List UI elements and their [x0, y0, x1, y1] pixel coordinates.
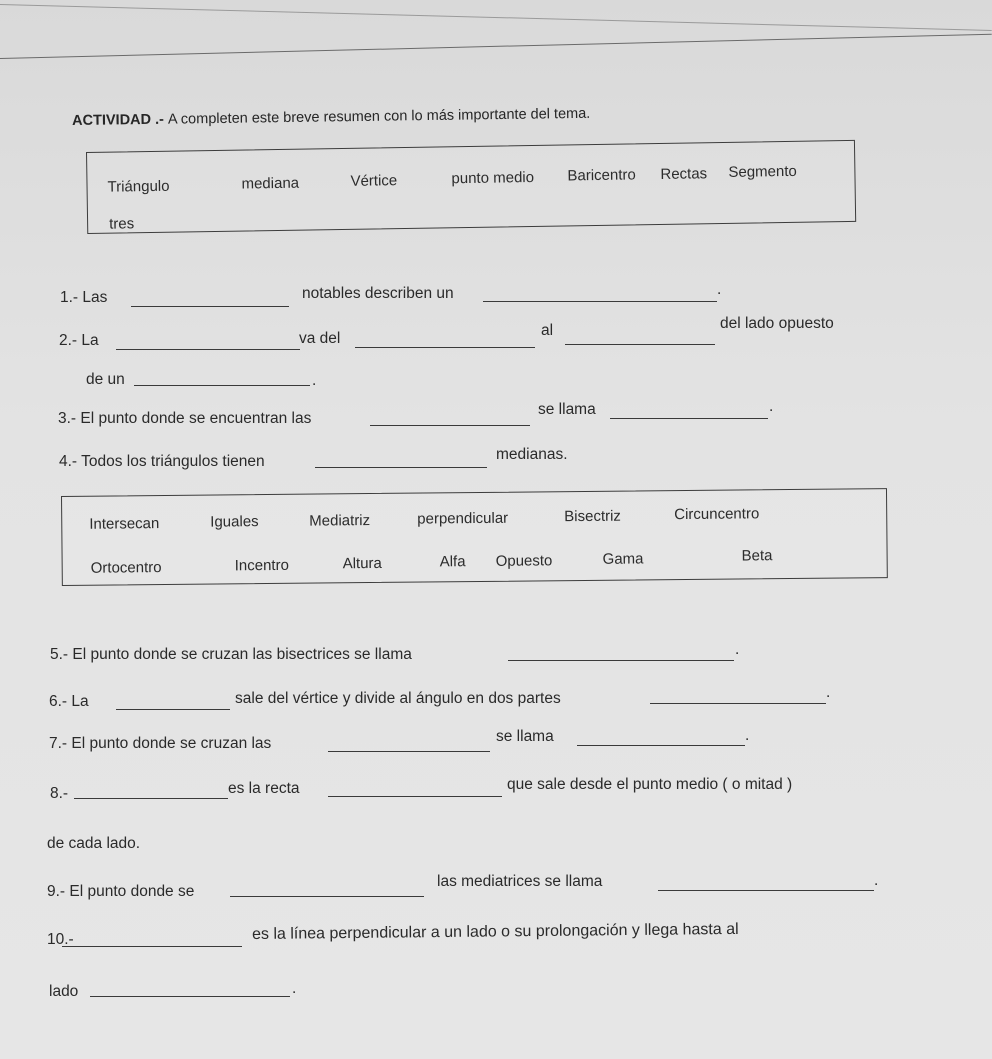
- answer-blank[interactable]: [650, 703, 826, 704]
- question-10-end: .: [292, 980, 297, 997]
- activity-heading: [72, 106, 590, 129]
- question-2-label: 2.- La: [59, 332, 99, 349]
- answer-blank[interactable]: [230, 896, 424, 897]
- paper-fold-line-top: [0, 4, 992, 31]
- question-7-end: .: [745, 727, 750, 744]
- question-6-text: sale del vértice y divide al ángulo en dos partes: [235, 690, 561, 707]
- answer-blank[interactable]: [134, 385, 310, 386]
- word-bank-1-item: Segmento: [728, 162, 797, 181]
- question-8-label: 8.-: [50, 785, 69, 802]
- word-bank-2-item: Circuncentro: [674, 505, 760, 524]
- answer-blank[interactable]: [328, 751, 490, 752]
- word-bank-1-item: tres: [109, 215, 135, 233]
- question-4-end: medianas.: [496, 446, 568, 463]
- question-9-text: las mediatrices se llama: [437, 873, 603, 890]
- question-3-end: .: [769, 398, 774, 415]
- answer-blank[interactable]: [658, 890, 874, 891]
- word-bank-2-item: Ortocentro: [90, 559, 162, 577]
- word-bank-1-item: mediana: [241, 174, 300, 193]
- word-bank-2-item: Gama: [602, 550, 644, 568]
- answer-blank[interactable]: [74, 798, 228, 799]
- question-10-text: es la línea perpendicular a un lado o su prolongación y llega hasta al: [252, 920, 739, 943]
- question-9-label: 9.- El punto donde se: [47, 883, 195, 900]
- word-bank-1: [86, 140, 856, 234]
- answer-blank[interactable]: [483, 301, 717, 302]
- question-2-end: .: [312, 372, 317, 389]
- question-3-text: se llama: [538, 401, 596, 418]
- question-1-label: 1.- Las: [60, 289, 108, 306]
- word-bank-2-item: Incentro: [234, 556, 289, 575]
- answer-blank[interactable]: [508, 660, 734, 661]
- question-2-text: del lado opuesto: [720, 315, 834, 332]
- question-8-text: es la recta: [228, 780, 300, 797]
- word-bank-2-item: Alfa: [439, 553, 466, 571]
- word-bank-1-item: Baricentro: [567, 166, 636, 185]
- word-bank-2-item: Altura: [342, 554, 382, 573]
- word-bank-2: [61, 488, 888, 586]
- answer-blank[interactable]: [370, 425, 530, 426]
- answer-blank[interactable]: [577, 745, 745, 746]
- word-bank-2-item: Beta: [741, 547, 773, 565]
- answer-blank[interactable]: [315, 467, 487, 468]
- answer-blank[interactable]: [116, 709, 230, 710]
- question-2-continuation: de un: [86, 371, 125, 388]
- word-bank-2-item: Bisectriz: [564, 507, 621, 526]
- question-7-text: se llama: [496, 728, 554, 745]
- word-bank-1-item: Rectas: [660, 165, 708, 183]
- answer-blank[interactable]: [131, 306, 289, 307]
- question-5-text: 5.- El punto donde se cruzan las bisectrices se llama: [50, 646, 412, 663]
- question-4-label: 4.- Todos los triángulos tienen: [59, 453, 265, 470]
- answer-blank[interactable]: [565, 344, 715, 345]
- question-9-end: .: [874, 872, 879, 889]
- question-8-text: que sale desde el punto medio ( o mitad ): [507, 776, 793, 793]
- answer-blank[interactable]: [62, 946, 242, 947]
- question-7-label: 7.- El punto donde se cruzan las: [49, 735, 272, 752]
- question-3-label: 3.- El punto donde se encuentran las: [58, 410, 312, 427]
- answer-blank[interactable]: [355, 347, 535, 348]
- answer-blank[interactable]: [610, 418, 768, 419]
- answer-blank[interactable]: [328, 796, 502, 797]
- question-1-end: .: [717, 281, 722, 298]
- word-bank-2-item: Iguales: [210, 513, 259, 531]
- word-bank-2-item: Mediatriz: [309, 512, 371, 530]
- question-2-text: va del: [299, 330, 341, 347]
- activity-label: ACTIVIDAD .-: [72, 111, 165, 129]
- word-bank-1-item: Vértice: [350, 172, 398, 190]
- question-6-end: .: [826, 684, 831, 701]
- paper-fold-line: [0, 34, 992, 59]
- word-bank-2-item: perpendicular: [417, 509, 509, 528]
- word-bank-2-item: Intersecan: [89, 515, 160, 533]
- activity-instruction: A completen este breve resumen con lo más importante del tema.: [167, 105, 591, 128]
- question-8-continuation: de cada lado.: [47, 835, 141, 852]
- answer-blank[interactable]: [90, 996, 290, 997]
- question-2-text: al: [541, 322, 554, 339]
- question-6-label: 6.- La: [49, 693, 89, 710]
- question-10-continuation: lado: [49, 983, 79, 1000]
- word-bank-2-item: Opuesto: [495, 552, 553, 570]
- question-5-end: .: [735, 641, 740, 658]
- answer-blank[interactable]: [116, 349, 300, 350]
- question-1-text: notables describen un: [302, 285, 454, 302]
- word-bank-1-item: punto medio: [451, 168, 535, 188]
- word-bank-1-item: Triángulo: [107, 177, 170, 196]
- question-10-label: 10.-: [47, 931, 74, 948]
